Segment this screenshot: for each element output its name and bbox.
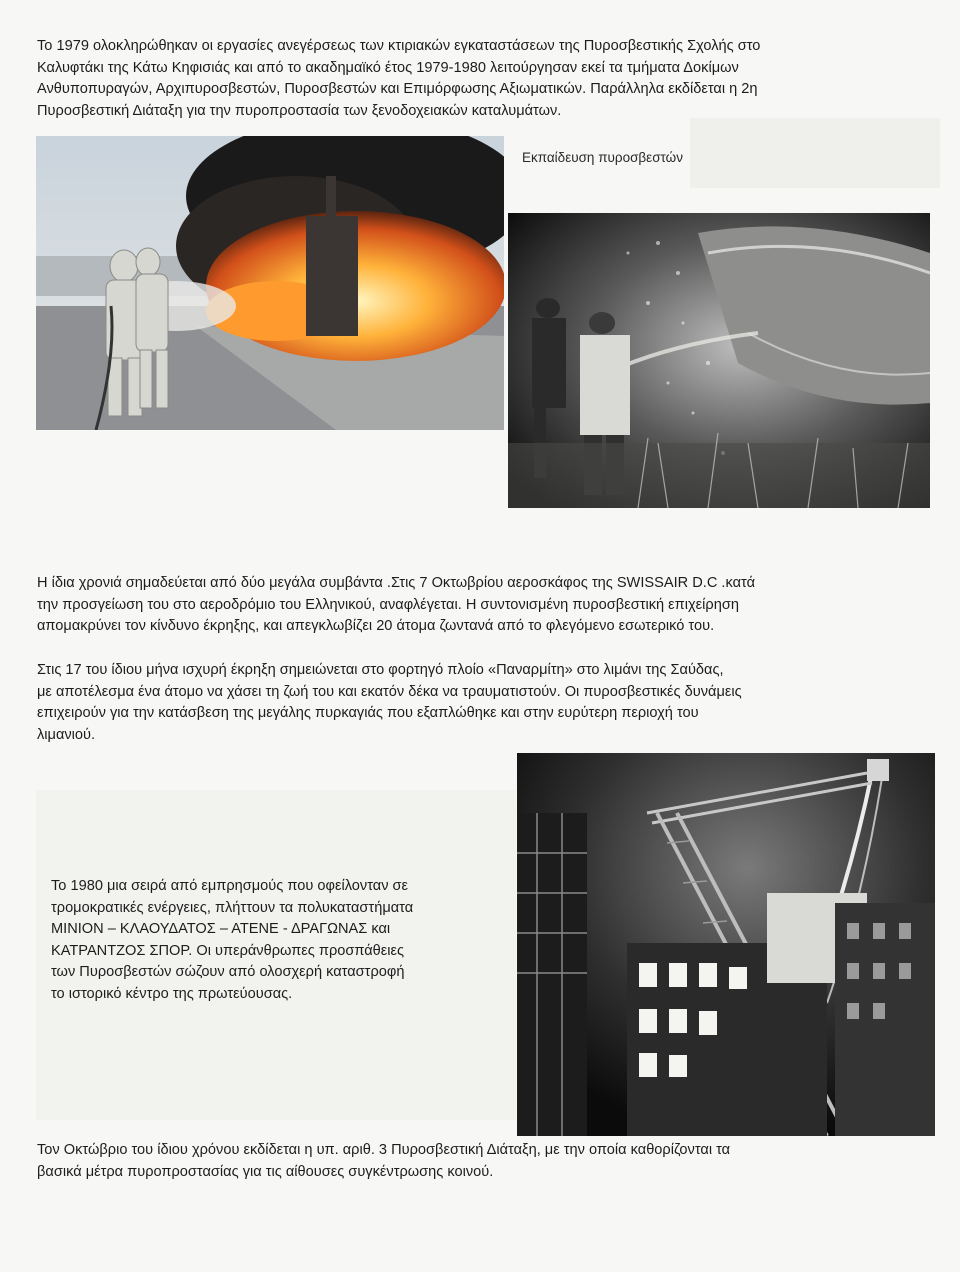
- text-line: Η ίδια χρονιά σημαδεύεται από δύο μεγάλα συμβάντα .Στις 7 Οκτωβρίου αεροσκάφος της SWISSAIR D.C .κατά: [37, 575, 756, 591]
- intro-paragraph: [37, 36, 929, 122]
- text-line: τρομοκρατικές ενέργειες, πλήττουν τα πολυκαταστήματα: [51, 899, 414, 916]
- ship-paragraph: [37, 660, 929, 746]
- text-line: με αποτέλεσμα ένα άτομο να χάσει τη ζωή του και εκατόν δέκα να τραυματιστούν. Οι πυροσβεστικές δυνάμεις: [37, 683, 742, 700]
- bleed-through-shading: [690, 118, 940, 188]
- text-line: λιμανιού.: [37, 726, 96, 743]
- text-line: επιχειρούν για την κατάσβεση της μεγάλης πυρκαγιάς που εξαπλώθηκε και στην ευρύτερη περιοχή του: [37, 705, 699, 721]
- photo-caption: Εκπαίδευση πυροσβεστών: [522, 150, 683, 165]
- text-line: την προσγείωση του στο αεροδρόμιο του Ελληνικού, αναφλέγεται. Η συντονισμένη πυροσβεστική επιχείρηση: [37, 596, 739, 613]
- arson-1980-paragraph: [51, 876, 492, 1005]
- text-line: των Πυροσβεστών σώζουν από ολοσχερή καταστροφή: [51, 964, 405, 980]
- text-line: Το 1979 ολοκληρώθηκαν οι εργασίες ανεγέρσεως των κτιριακών εγκαταστάσεων της Πυροσβεστικής Σχολής στο: [37, 38, 761, 54]
- text-line: το ιστορικό κέντρο της πρωτεύουσας.: [51, 985, 293, 1002]
- photo-firefighters-night-hose: [508, 213, 930, 508]
- october-paragraph: [37, 1140, 935, 1183]
- photo-building-fire-ladder: [517, 753, 935, 1136]
- text-line: ΚΑΤΡΑΝΤΖΟΣ ΣΠΟΡ. Οι υπεράνθρωπες προσπάθειες: [51, 942, 405, 959]
- text-line: απομακρύνει τον κίνδυνο έκρηξης, και απεγκλωβίζει 20 άτομα ζωντανά από το φλεγόμενο εσωτερικό του.: [37, 618, 715, 634]
- text-line: Καλυφτάκι της Κάτω Κηφισιάς και από το ακαδημαϊκό έτος 1979-1980 λειτούργησαν εκεί τα τμήματα Δοκίμων: [37, 59, 739, 76]
- photo-firefighters-training-fire: [36, 136, 504, 430]
- text-line: Ανθυποπυραγών, Αρχιπυροσβεστών, Πυροσβεστών και Επιμόρφωσης Αξιωματικών. Παράλληλα εκδίδεται η 2η: [37, 81, 758, 97]
- airport-paragraph: [37, 573, 929, 638]
- text-line: ΜΙΝΙΟΝ – ΚΛΑΟΥΔΑΤΟΣ – ΑΤΕΝΕ - ΔΡΑΓΩΝΑΣ και: [51, 921, 391, 937]
- text-line: Στις 17 του ίδιου μήνα ισχυρή έκρηξη σημειώνεται στο φορτηγό πλοίο «Παναρμίτη» στο λιμάνι της Σαύδας,: [37, 662, 724, 678]
- text-line: Πυροσβεστική Διάταξη για την πυροπροστασία των ξενοδοχειακών καταλυμάτων.: [37, 102, 562, 119]
- text-line: βασικά μέτρα πυροπροστασίας για τις αίθουσες συγκέντρωσης κοινού.: [37, 1163, 494, 1180]
- text-line: Τον Οκτώβριο του ίδιου χρόνου εκδίδεται η υπ. αριθ. 3 Πυροσβεστική Διάταξη, με την οποία καθορίζονται τα: [37, 1142, 731, 1158]
- text-line: Το 1980 μια σειρά από εμπρησμούς που οφείλονταν σε: [51, 878, 409, 894]
